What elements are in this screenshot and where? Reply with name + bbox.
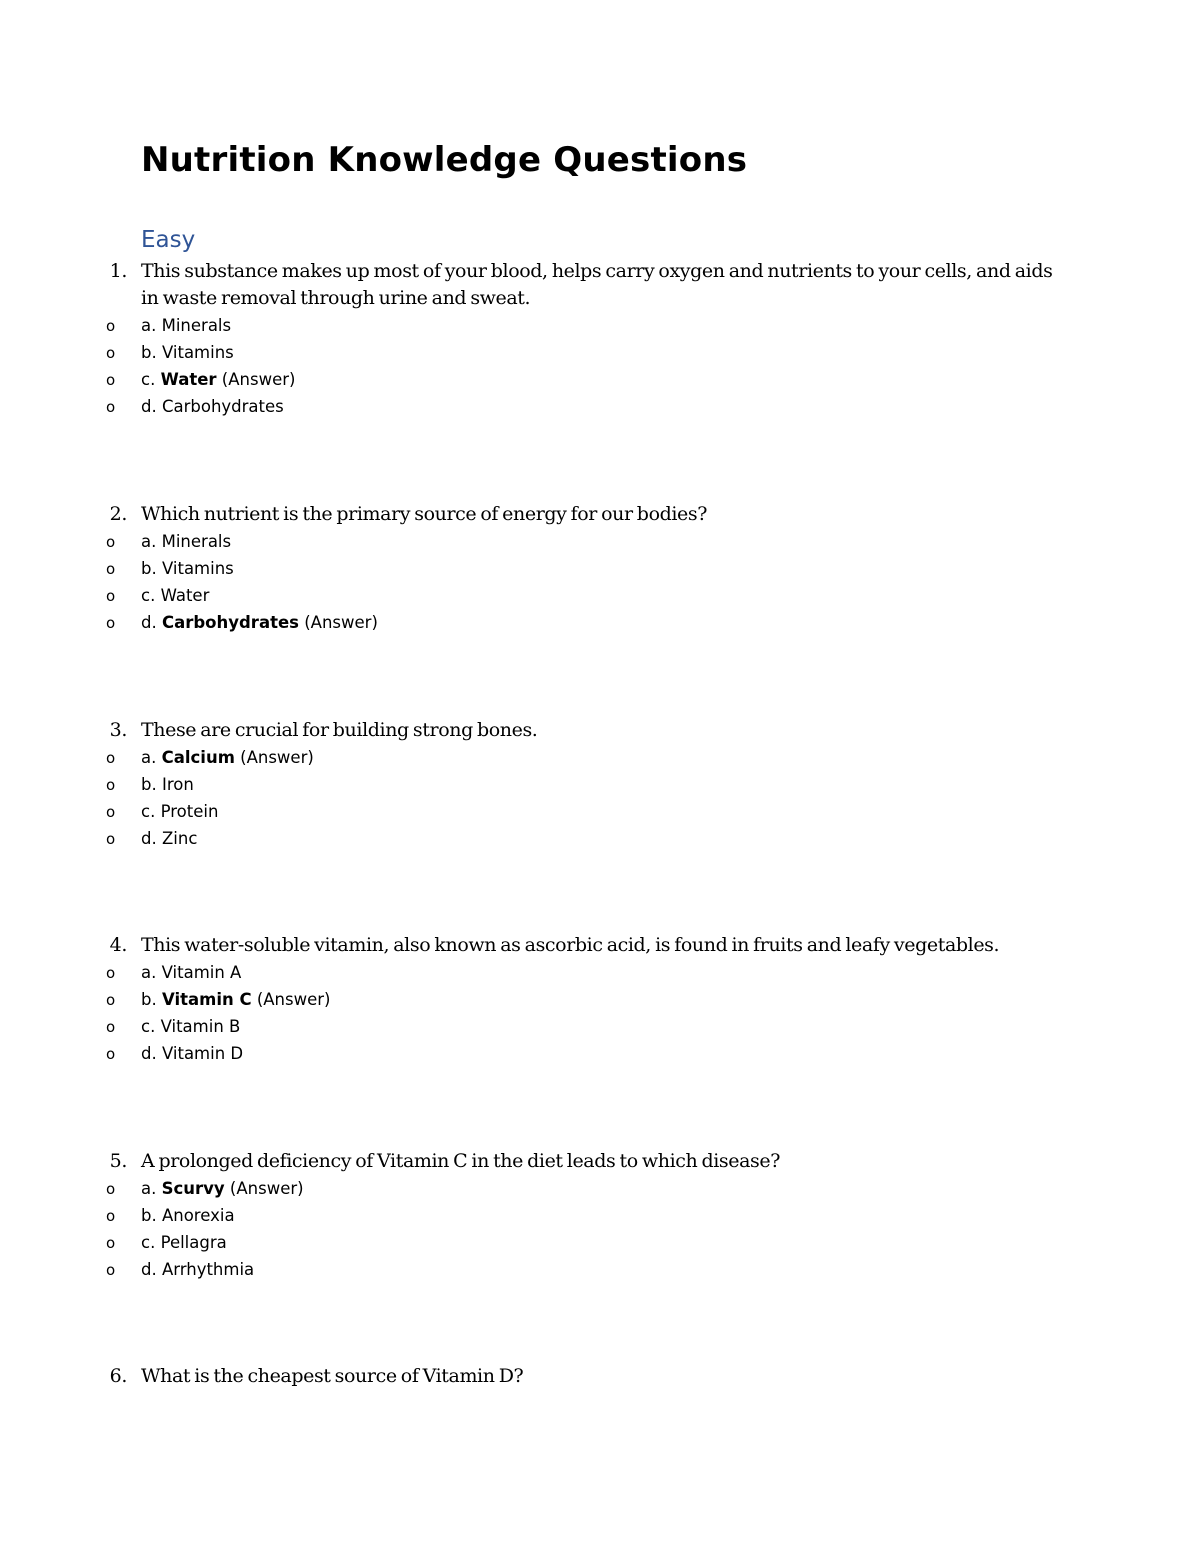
option-letter: b. xyxy=(141,559,157,578)
option-text: Carbohydrates xyxy=(161,397,284,416)
option-letter: a. xyxy=(141,963,157,982)
option-d xyxy=(0,1256,1200,1283)
option-text-correct: Calcium xyxy=(161,748,235,767)
bullet-icon: o xyxy=(106,371,116,389)
option-text-correct: Water xyxy=(160,370,217,389)
option-letter: d. xyxy=(141,1044,157,1063)
question-number: 3. xyxy=(109,719,127,741)
answer-marker: (Answer) xyxy=(240,748,314,767)
option-letter: c. xyxy=(141,1233,156,1252)
option-text: Vitamins xyxy=(161,343,234,362)
option-c xyxy=(0,798,1200,825)
option-d xyxy=(0,393,1200,420)
option-text: Arrhythmia xyxy=(161,1260,255,1279)
bullet-icon: o xyxy=(106,1045,116,1063)
option-text: Vitamin D xyxy=(161,1044,244,1063)
bullet-icon: o xyxy=(106,344,116,362)
question-text: This water-soluble vitamin, also known as ascorbic acid, is found in fruits and leafy vegetables. xyxy=(141,934,1000,956)
bullet-icon: o xyxy=(106,964,116,982)
option-letter: b. xyxy=(141,990,157,1009)
option-text-correct: Vitamin C xyxy=(161,990,252,1009)
option-letter: a. xyxy=(141,532,157,551)
bullet-icon: o xyxy=(106,1180,116,1198)
question-number: 2. xyxy=(109,503,127,525)
option-letter: d. xyxy=(141,397,157,416)
answer-options xyxy=(0,959,1200,1067)
option-letter: c. xyxy=(141,1017,156,1036)
answer-marker: (Answer) xyxy=(229,1179,304,1198)
answer-marker: (Answer) xyxy=(221,370,296,389)
option-text: Iron xyxy=(161,775,194,794)
option-a xyxy=(0,959,1200,986)
bullet-icon: o xyxy=(106,1207,116,1225)
option-b xyxy=(0,986,1200,1013)
bullet-icon: o xyxy=(106,991,116,1009)
option-text: Water xyxy=(160,586,210,605)
option-d xyxy=(0,825,1200,852)
document-title: Nutrition Knowledge Questions xyxy=(141,140,748,180)
answer-options xyxy=(0,744,1200,852)
option-d xyxy=(0,609,1200,636)
bullet-icon: o xyxy=(106,1261,116,1279)
question-3 xyxy=(0,717,1200,852)
answer-options xyxy=(0,312,1200,420)
option-text: Minerals xyxy=(161,316,232,335)
question-number: 4. xyxy=(109,934,127,956)
question-2 xyxy=(0,501,1200,636)
question-number: 6. xyxy=(109,1365,127,1387)
option-b xyxy=(0,339,1200,366)
option-a xyxy=(0,1175,1200,1202)
question-text: This substance makes up most of your blood, helps carry oxygen and nutrients to your cells, and aids in waste removal through urine and sweat. xyxy=(141,260,1053,309)
section-heading-easy: Easy xyxy=(141,227,196,253)
option-text: Zinc xyxy=(161,829,198,848)
bullet-icon: o xyxy=(106,830,116,848)
option-text-correct: Scurvy xyxy=(161,1179,225,1198)
bullet-icon: o xyxy=(106,1018,116,1036)
bullet-icon: o xyxy=(106,560,116,578)
answer-options xyxy=(0,528,1200,636)
option-letter: b. xyxy=(141,775,157,794)
question-6 xyxy=(0,1363,1200,1390)
option-letter: c. xyxy=(141,586,156,605)
bullet-icon: o xyxy=(106,749,116,767)
option-b xyxy=(0,771,1200,798)
option-letter: b. xyxy=(141,343,157,362)
question-stem xyxy=(0,501,1200,528)
question-text: What is the cheapest source of Vitamin D? xyxy=(141,1365,524,1387)
question-stem xyxy=(0,258,1200,312)
option-letter: c. xyxy=(141,802,156,821)
option-c xyxy=(0,366,1200,393)
bullet-icon: o xyxy=(106,587,116,605)
bullet-icon: o xyxy=(106,317,116,335)
option-letter: d. xyxy=(141,829,157,848)
question-4 xyxy=(0,932,1200,1067)
option-letter: d. xyxy=(141,1260,157,1279)
question-text: A prolonged deficiency of Vitamin C in the diet leads to which disease? xyxy=(141,1150,781,1172)
option-letter: c. xyxy=(141,370,156,389)
option-letter: a. xyxy=(141,1179,157,1198)
option-text: Anorexia xyxy=(161,1206,235,1225)
option-letter: d. xyxy=(141,613,157,632)
question-number: 5. xyxy=(109,1150,127,1172)
option-b xyxy=(0,1202,1200,1229)
option-a xyxy=(0,312,1200,339)
option-c xyxy=(0,1229,1200,1256)
answer-options xyxy=(0,1175,1200,1283)
option-d xyxy=(0,1040,1200,1067)
option-a xyxy=(0,528,1200,555)
question-stem xyxy=(0,932,1200,959)
answer-marker: (Answer) xyxy=(304,613,378,632)
bullet-icon: o xyxy=(106,1234,116,1252)
bullet-icon: o xyxy=(106,776,116,794)
option-text: Vitamin A xyxy=(161,963,242,982)
option-letter: b. xyxy=(141,1206,157,1225)
question-stem xyxy=(0,717,1200,744)
option-c xyxy=(0,1013,1200,1040)
answer-marker: (Answer) xyxy=(256,990,331,1009)
question-1 xyxy=(0,258,1200,420)
bullet-icon: o xyxy=(106,803,116,821)
option-text: Vitamins xyxy=(161,559,234,578)
option-text: Vitamin B xyxy=(160,1017,241,1036)
bullet-icon: o xyxy=(106,398,116,416)
option-text: Protein xyxy=(160,802,219,821)
option-letter: a. xyxy=(141,316,157,335)
question-5 xyxy=(0,1148,1200,1283)
question-stem xyxy=(0,1148,1200,1175)
option-c xyxy=(0,582,1200,609)
bullet-icon: o xyxy=(106,614,116,632)
option-b xyxy=(0,555,1200,582)
question-number: 1. xyxy=(109,260,127,282)
option-text: Pellagra xyxy=(160,1233,227,1252)
option-a xyxy=(0,744,1200,771)
question-text: Which nutrient is the primary source of energy for our bodies? xyxy=(141,503,708,525)
option-letter: a. xyxy=(141,748,157,767)
question-stem xyxy=(0,1363,1200,1390)
bullet-icon: o xyxy=(106,533,116,551)
option-text: Minerals xyxy=(161,532,232,551)
question-text: These are crucial for building strong bones. xyxy=(141,719,538,741)
option-text-correct: Carbohydrates xyxy=(161,613,299,632)
